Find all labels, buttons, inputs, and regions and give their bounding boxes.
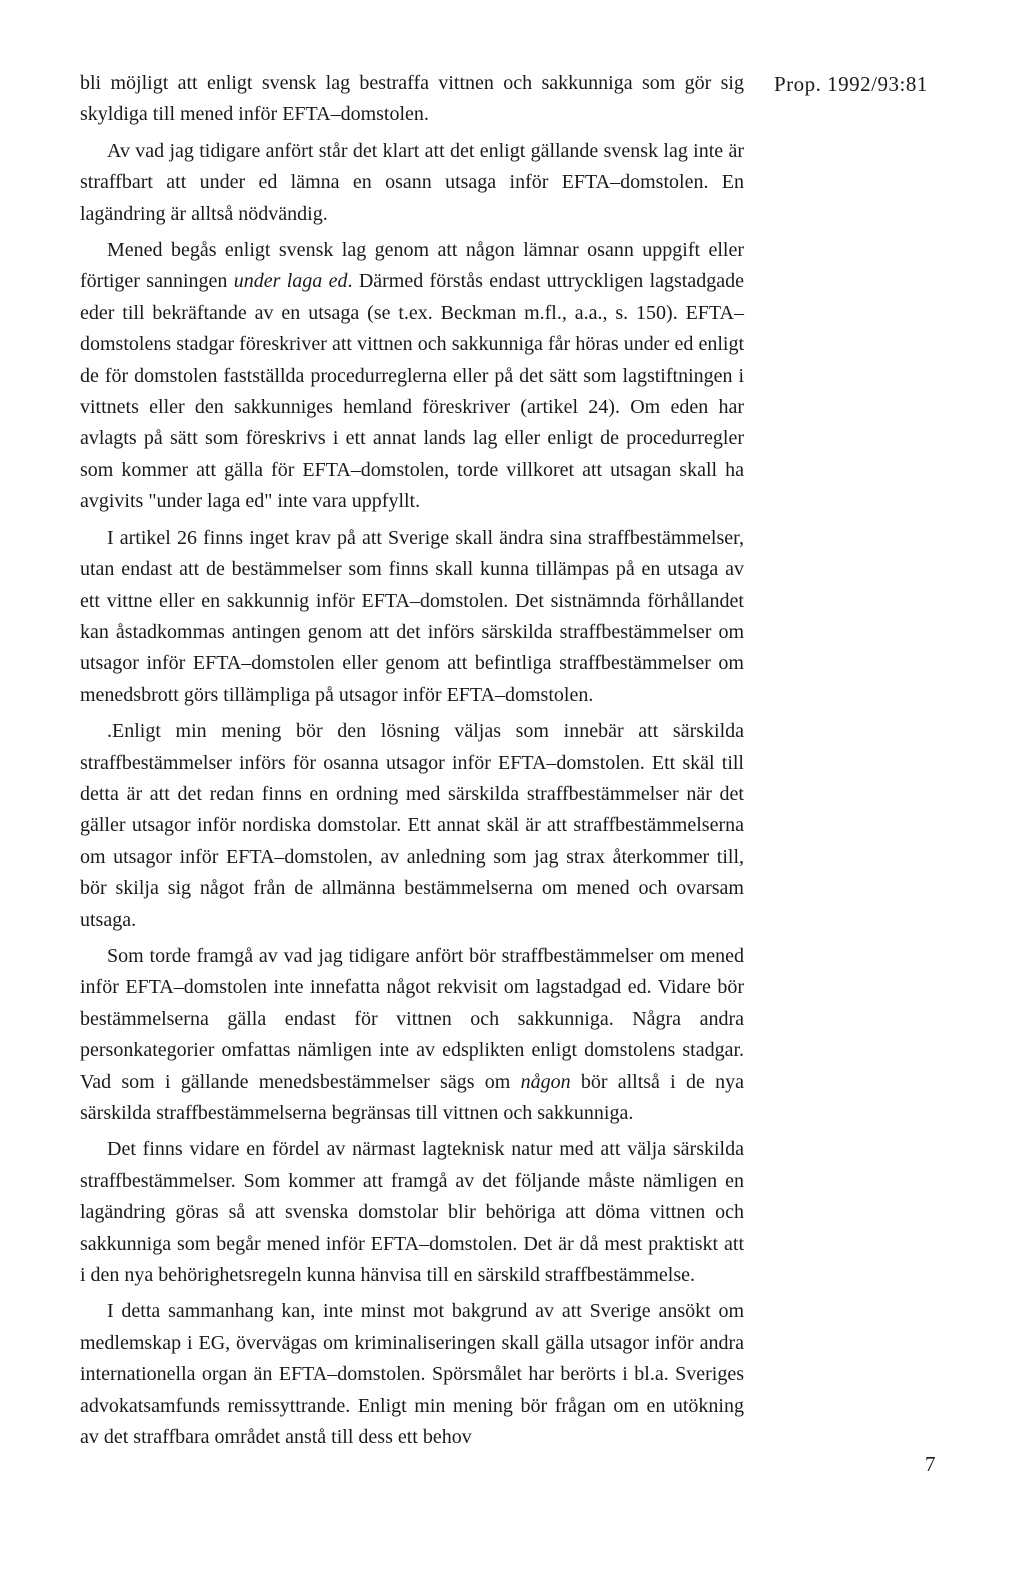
paragraph-text: . Därmed förstås endast uttryckligen lagstadgade eder till bekräftande av en utsaga (se t.ex. Beckman m.fl., a.a., s. 150). EFTA–domstolens stadgar föreskriver att vittnen och sakkunniga får höras under ed enligt de för domstolen fastställda procedurreglerna eller på det sätt som lagstiftningen i vittnets eller den sakkunniges hemland föreskriver (artikel 24). Om eden har avlagts på sätt som föreskrivs i ett annat lands lag eller enligt de procedurregler som kommer att gälla för EFTA–domstolen, torde villkoret att utsagan skall ha avgivits "under laga ed" inte vara uppfyllt.	[80, 270, 744, 513]
prop-reference: Prop. 1992/93:81	[774, 72, 928, 96]
paragraph: I detta sammanhang kan, inte minst mot bakgrund av att Sverige ansökt om medlemskap i EG, övervägas om kriminaliseringen skall gälla utsagor inför andra internationella organ än EFTA–domstolen. Spörsmålet har berörts i bl.a. Sveriges advokatsamfunds remissyttrande. Enligt min mening bör frågan om en utökning av det straffbara området anstå till dess ett behov	[80, 1300, 744, 1449]
paragraph: I artikel 26 finns inget krav på att Sverige skall ändra sina straffbestämmelser, utan endast att de bestämmelser som finns skall kunna tillämpas på en utsaga av ett vittne eller en sakkunnig inför EFTA–domstolen. Det sistnämnda förhållandet kan åstadkommas antingen genom att det införs särskilda straffbestämmelser om utsagor inför EFTA–domstolen eller genom att befintliga straffbestämmelser om menedsbrott görs tillämpliga på utsagor inför EFTA–domstolen.	[80, 526, 744, 706]
body-text	[80, 68, 744, 1453]
paragraph	[80, 941, 744, 1129]
emphasis: under laga ed	[233, 270, 348, 293]
paragraph-text: Mened begås enligt svensk lag genom att någon lämnar osann uppgift eller förtiger sanningen	[80, 239, 744, 293]
paragraph-text: Som torde framgå av vad jag tidigare anfört bör straffbestämmelser om mened inför EFTA–domstolen inte innefatta något rekvisit om lagstadgad ed. Vidare bör bestämmelserna gälla endast för vittnen och sakkunniga. Några andra personkategorier omfattas nämligen inte av edsplikten enligt domstolens stadgar. Vad som i gällande menedsbestämmelser sägs om	[80, 944, 744, 1093]
paragraph: bli möjligt att enligt svensk lag bestraffa vittnen och sakkunniga som gör sig skyldiga till mened inför EFTA–domstolen.	[80, 72, 744, 126]
emphasis: någon	[520, 1070, 571, 1093]
page-number: 7	[925, 1452, 936, 1476]
paragraph	[80, 235, 744, 518]
paragraph: Av vad jag tidigare anfört står det klart att det enligt gällande svensk lag inte är straffbart att under ed lämna en osann utsaga inför EFTA–domstolen. En lagändring är alltså nödvändig.	[80, 139, 744, 225]
paragraph: .Enligt min mening bör den lösning väljas som innebär att särskilda straffbestämmelser införs för osanna utsagor inför EFTA–domstolen. Ett skäl till detta är att det redan finns en ordning med särskilda straffbestämmelser när det gäller utsagor inför nordiska domstolar. Ett annat skäl är att straffbestämmelserna om utsagor inför EFTA–domstolen, av anledning som jag strax återkommer till, bör skilja sig något från de allmänna bestämmelserna om mened och ovarsam utsaga.	[80, 720, 744, 931]
paragraph: Det finns vidare en fördel av närmast lagteknisk natur med att välja särskilda straffbestämmelser. Som kommer att framgå av det följande måste nämligen en lagändring göras så att svenska domstolar blir behöriga att döma vittnen och sakkunniga som begår mened inför EFTA–domstolen. Det är då mest praktiskt att i den nya behörighetsregeln kunna hänvisa till en särskild straffbestämmelse.	[80, 1138, 744, 1287]
paragraph-text: bör alltså i de nya särskilda straffbestämmelserna begränsas till vittnen och sakkunniga.	[80, 1070, 744, 1124]
